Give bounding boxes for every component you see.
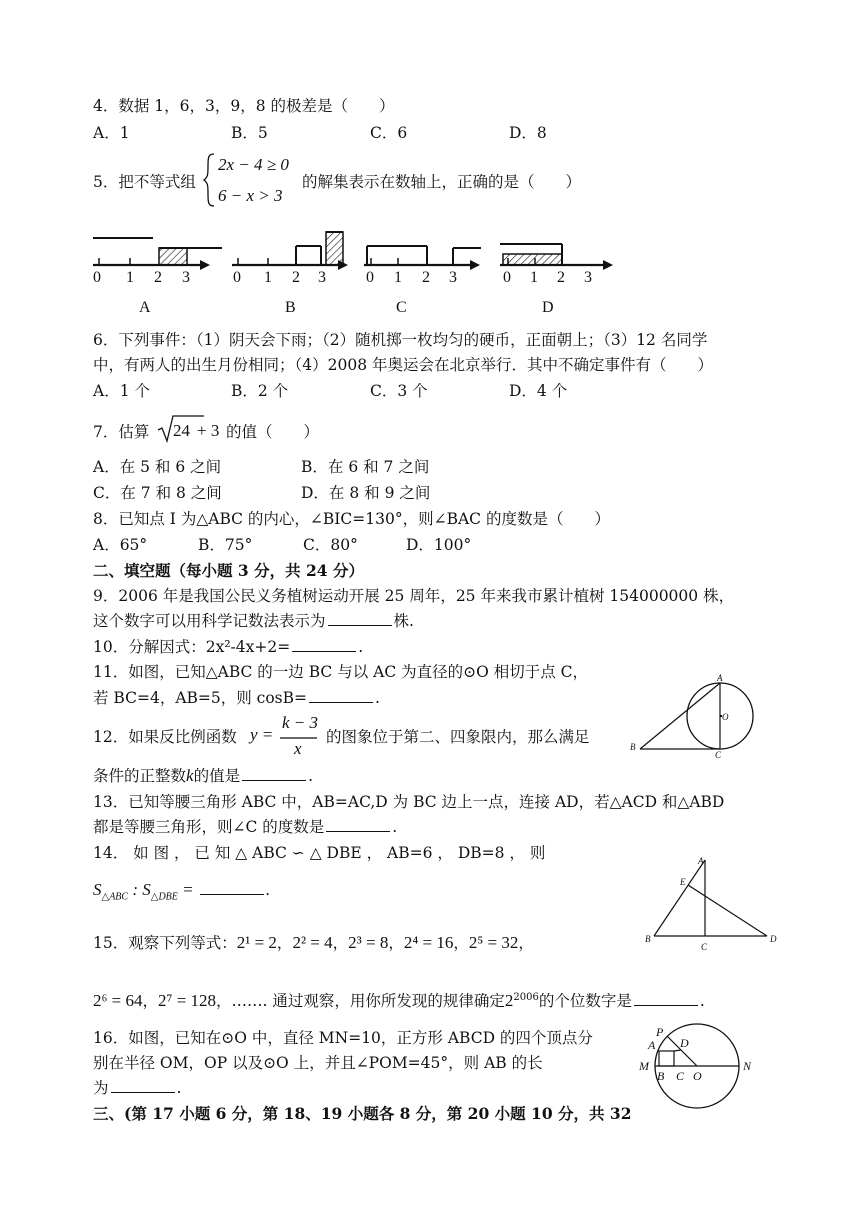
q11-figure	[625, 670, 775, 765]
q14-point-a: A	[698, 856, 704, 866]
q5-c-tick-1: 1	[394, 269, 402, 286]
q10-text: 10．分解因式：2x²-4x+2=	[93, 638, 291, 656]
number-line-c	[364, 246, 481, 270]
q15-line-2: 2⁶ = 64，2⁷ = 128，……. 通过观察，用你所发现的规律确定$2^{2006}$的个位数字是 .	[93, 991, 705, 1011]
q11-point-c: C	[715, 750, 722, 760]
q5-inequality-1: 2x − 4 ≥ 0	[218, 155, 289, 174]
q7-option-b: B．在 6 和 7 之间	[301, 458, 430, 476]
q8-stem: 8．已知点 I 为△ABC 的内心，∠BIC=130°，则∠BAC 的度数是（ ）	[93, 510, 610, 528]
q5-d-tick-0: 0	[503, 269, 511, 286]
q12-answer-blank[interactable]	[242, 766, 306, 781]
q7-suffix: 的值（ ）	[226, 423, 320, 441]
q5-c-tick-2: 2	[422, 269, 430, 286]
q5-c-tick-0: 0	[366, 269, 374, 286]
q12-end: .	[308, 767, 314, 785]
q5-label-d: D	[542, 299, 554, 316]
q16-point-b: B	[657, 1069, 665, 1083]
q11-text: 若 BC=4，AB=5，则 cosB=	[93, 689, 308, 707]
q16-point-o: O	[693, 1069, 702, 1083]
q5-inequality-2: 6 − x > 3	[218, 186, 283, 205]
q5-label-c: C	[396, 299, 407, 316]
q15-eq-2: 2² = 4	[292, 933, 333, 952]
q16-point-p: P	[656, 1025, 664, 1039]
q16-point-a: A	[648, 1038, 656, 1052]
q15-eq-7: 2⁷ = 128	[158, 991, 217, 1011]
q15-line-1: 15．观察下列等式：2¹ = 2，2² = 4，2³ = 8，2⁴ = 16，2⁵ = 32，	[93, 933, 534, 952]
q16-point-n: N	[743, 1059, 752, 1073]
q15-eq-5: 2⁵ = 32	[468, 933, 519, 952]
number-line-a	[93, 238, 222, 270]
q14-point-d: D	[770, 934, 777, 944]
q6-option-d: D．4 个	[509, 382, 568, 400]
q14-eq: =	[177, 880, 198, 899]
q10-answer-blank[interactable]	[292, 637, 356, 652]
q9-line-2	[93, 611, 414, 631]
q5-a-tick-0: 0	[93, 269, 101, 286]
q8-option-b: B．75°	[198, 536, 253, 554]
q15-eq-1: 2¹ = 2	[236, 933, 277, 952]
q14-s1: S	[93, 880, 102, 899]
q11-line-2	[93, 688, 380, 708]
q14-line-1: 14． 如 图 ， 已 知 △ ABC ∽ △ DBE ， AB=6 ， DB=8 ， 则	[93, 844, 546, 862]
q15-end: .	[699, 992, 705, 1011]
q7-prefix: 7．估算	[93, 423, 150, 441]
q5-suffix: 的解集表示在数轴上，正确的是（ ）	[302, 173, 582, 191]
section-3-heading: 三、(第 17 小题 6 分，第 18、19 小题各 8 分，第 20 小题 10 分，共 32	[93, 1104, 632, 1123]
q4-option-d: D．8	[509, 124, 547, 142]
q5-a-tick-3: 3	[182, 269, 190, 286]
section-2-heading: 二、填空题（每小题 3 分，共 24 分）	[93, 561, 364, 580]
q14-sub-2: △DBE	[150, 891, 178, 903]
q11-point-b: B	[630, 742, 636, 752]
q14-sub-1: △ABC	[101, 891, 129, 903]
q10-end: .	[358, 638, 364, 656]
number-line-b	[232, 232, 348, 270]
q13-text: 都是等腰三角形，则∠C 的度数是	[93, 818, 325, 836]
q12-k: k	[186, 766, 194, 785]
q15-exponent: 2006	[513, 992, 539, 1003]
q14-s2: S	[142, 880, 151, 899]
q7-option-d: D．在 8 和 9 之间	[301, 484, 431, 502]
q14-answer-blank[interactable]	[200, 880, 264, 895]
q10-line	[93, 637, 363, 657]
q9-unit: 株.	[393, 612, 414, 630]
q14-ratio	[93, 880, 270, 907]
q11-point-a: A	[717, 673, 723, 683]
q11-point-o: O	[722, 712, 729, 722]
q4-option-c: C．6	[370, 124, 408, 142]
q7-expression-tail: + 3	[197, 421, 220, 440]
q5-a-tick-2: 2	[154, 269, 162, 286]
q16-text: 为	[93, 1079, 109, 1097]
q11-end: .	[375, 689, 380, 707]
q16-point-c: C	[676, 1069, 685, 1083]
q12-line-2	[93, 766, 313, 786]
q16-line-2: 别在半径 OM，OP 以及⊙O 上，并且∠POM=45°，则 AB 的长	[93, 1054, 543, 1072]
q5-b-tick-3: 3	[318, 269, 326, 286]
q12-text: 条件的正整数	[93, 767, 187, 785]
q5-prefix: 5．把不等式组	[93, 173, 196, 191]
q4-stem: 4．数据 1，6，3，9，8 的极差是（ ）	[93, 97, 395, 115]
q6-option-b: B．2 个	[231, 382, 289, 400]
q16-line-1: 16．如图，已知在⊙O 中，直径 MN=10，正方形 ABCD 的四个顶点分	[93, 1029, 593, 1047]
q7-option-a: A．在 5 和 6 之间	[93, 458, 222, 476]
q16-point-d: D	[680, 1036, 689, 1050]
q4-option-b: B．5	[231, 124, 268, 142]
q15-eq-6: 2⁶ = 64	[93, 991, 143, 1011]
q5-c-tick-3: 3	[449, 269, 457, 286]
q5-b-tick-1: 1	[264, 269, 272, 286]
q5-a-tick-1: 1	[126, 269, 134, 286]
q15-prefix: 15．观察下列等式：	[93, 934, 237, 952]
q6-option-c: C．3 个	[370, 382, 428, 400]
q11-answer-blank[interactable]	[309, 688, 373, 703]
q12-text-2: 的值是	[193, 767, 241, 785]
q8-option-a: A．65°	[93, 536, 148, 554]
q14-point-e: E	[680, 877, 686, 887]
q11-line-1: 11．如图，已知△ABC 的一边 BC 与以 AC 为直径的⊙O 相切于点 C，	[93, 663, 589, 681]
q13-line-1: 13．已知等腰三角形 ABC 中，AB=AC,D 为 BC 边上一点，连接 AD，若△ACD 和△ABD	[93, 793, 725, 811]
number-line-d	[500, 244, 613, 270]
q5-d-tick-1: 1	[530, 269, 538, 286]
q5-label-a: A	[139, 299, 151, 316]
q12-prefix: 12．如果反比例函数	[93, 728, 237, 746]
q15-base: 2	[504, 991, 514, 1011]
q12-y: y =	[250, 725, 274, 744]
q15-mid: ，……. 通过观察，用你所发现的规律确定	[216, 992, 505, 1011]
q5-d-tick-2: 2	[557, 269, 565, 286]
q12-suffix: 的图象位于第二、四象限内，那么满足	[326, 728, 590, 746]
q6-line-2: 中，有两人的出生月份相同；（4）2008 年奥运会在北京举行．其中不确定事件有（ ）	[93, 356, 713, 374]
q9-text: 这个数字可以用科学记数法表示为	[93, 612, 326, 630]
q8-option-d: D．100°	[406, 536, 472, 554]
q15-eq-4: 2⁴ = 16	[403, 933, 454, 952]
q13-end: .	[392, 818, 398, 836]
q6-line-1: 6．下列事件：（1）阴天会下雨；（2）随机掷一枚均匀的硬币，正面朝上；（3）12 名同学	[93, 331, 708, 349]
q15-eq-3: 2³ = 8	[348, 933, 389, 952]
q14-end: .	[265, 880, 271, 899]
q9-answer-blank[interactable]	[328, 611, 392, 626]
q5-b-tick-2: 2	[292, 269, 300, 286]
q14-point-c: C	[701, 942, 708, 952]
q16-end: .	[176, 1079, 182, 1097]
q15-answer-blank[interactable]	[634, 991, 698, 1006]
q4-option-a: A．1	[93, 124, 130, 142]
q15-tail: 的个位数字是	[538, 992, 632, 1011]
q13-answer-blank[interactable]	[326, 817, 390, 832]
q14-point-b: B	[645, 934, 651, 944]
q16-answer-blank[interactable]	[111, 1078, 175, 1093]
q12-denominator: x	[294, 739, 302, 758]
q7-option-c: C．在 7 和 8 之间	[93, 484, 222, 502]
q9-line-1: 9．2006 年是我国公民义务植树运动开展 25 周年，25 年来我市累计植树 154000000 株，	[93, 587, 735, 605]
q16-line-3	[93, 1078, 181, 1098]
q16-point-m: M	[639, 1059, 649, 1073]
q5-d-tick-3: 3	[584, 269, 592, 286]
q5-b-tick-0: 0	[233, 269, 241, 286]
q6-option-a: A．1 个	[93, 382, 150, 400]
q5-label-b: B	[285, 299, 296, 316]
q8-option-c: C．80°	[303, 536, 358, 554]
q14-colon: :	[128, 880, 143, 899]
q7-radicand: 24	[173, 421, 190, 440]
q13-line-2	[93, 817, 397, 837]
q14-figure	[640, 855, 780, 945]
q12-numerator: k − 3	[282, 713, 319, 732]
